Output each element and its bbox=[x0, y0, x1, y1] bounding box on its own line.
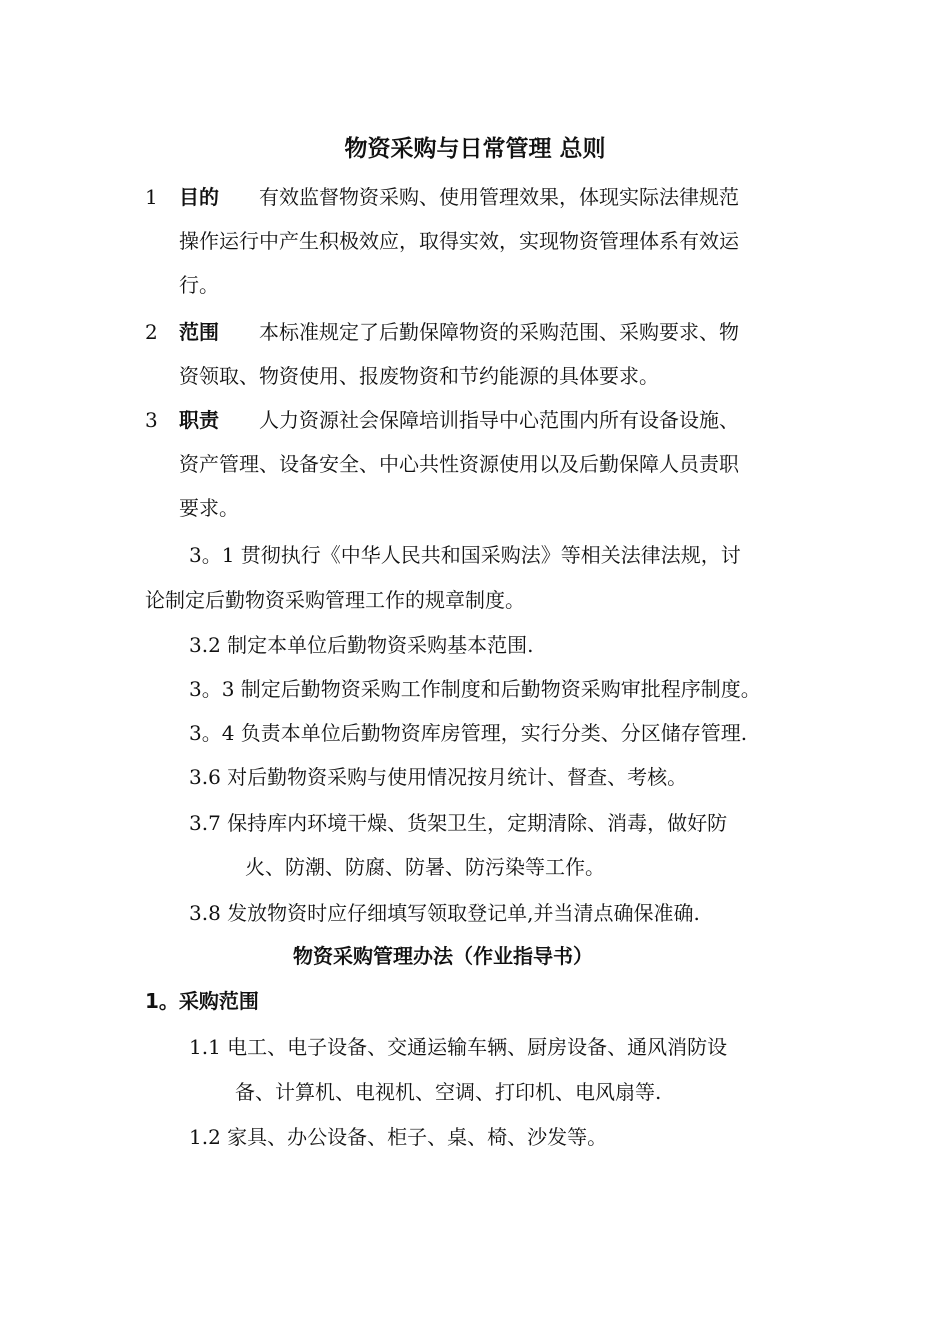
procurement-item-1-1: 1.1 电工、电子设备、交通运输车辆、厨房设备、通风消防设 bbox=[189, 1035, 728, 1059]
section-subtitle: 物资采购管理办法（作业指导书） bbox=[293, 944, 593, 968]
section-1-line-2: 操作运行中产生积极效应，取得实效，实现物资管理体系有效运 bbox=[179, 229, 739, 253]
section-1-line-1 bbox=[145, 183, 739, 211]
section-3-line-2: 资产管理、设备安全、中心共性资源使用以及后勤保障人员责职 bbox=[179, 452, 739, 476]
procurement-heading: 1。采购范围 bbox=[145, 989, 259, 1013]
section-text: 本标准规定了后勤保障物资的采购范围、采购要求、物 bbox=[259, 320, 739, 344]
section-label: 范围 bbox=[179, 320, 219, 344]
section-number: 1 bbox=[145, 185, 158, 209]
duty-3-1: 3。1 贯彻执行《中华人民共和国采购法》等相关法律法规，讨 bbox=[189, 543, 741, 567]
section-2-line-2: 资领取、物资使用、报废物资和节约能源的具体要求。 bbox=[179, 364, 659, 388]
section-label: 职责 bbox=[179, 408, 219, 432]
section-text: 人力资源社会保障培训指导中心范围内所有设备设施、 bbox=[259, 408, 739, 432]
duty-3-6: 3.6 对后勤物资采购与使用情况按月统计、督查、考核。 bbox=[189, 765, 688, 789]
section-3-line-3: 要求。 bbox=[179, 496, 239, 520]
duty-3-3: 3。3 制定后勤物资采购工作制度和后勤物资采购审批程序制度。 bbox=[189, 677, 761, 701]
page-title: 物资采购与日常管理 总则 bbox=[344, 136, 606, 162]
section-text: 有效监督物资采购、使用管理效果，体现实际法律规范 bbox=[259, 185, 739, 209]
duty-3-7: 3.7 保持库内环境干燥、货架卫生，定期清除、消毒，做好防 bbox=[189, 811, 728, 835]
duty-3-1-cont: 论制定后勤物资采购管理工作的规章制度。 bbox=[145, 588, 525, 612]
duty-3-8: 3.8 发放物资时应仔细填写领取登记单,并当清点确保准确. bbox=[189, 901, 700, 925]
duty-3-4: 3。4 负责本单位后勤物资库房管理，实行分类、分区储存管理. bbox=[189, 721, 748, 745]
duty-3-7-cont: 火、防潮、防腐、防暑、防污染等工作。 bbox=[245, 855, 605, 879]
procurement-item-1-1-cont: 备、计算机、电视机、空调、打印机、电风扇等. bbox=[235, 1080, 662, 1104]
section-number: 3 bbox=[145, 408, 158, 432]
section-1-line-3: 行。 bbox=[179, 273, 219, 297]
section-number: 2 bbox=[145, 320, 158, 344]
section-3-line-1 bbox=[145, 406, 739, 434]
section-2-line-1 bbox=[145, 318, 739, 346]
procurement-item-1-2: 1.2 家具、办公设备、柜子、桌、椅、沙发等。 bbox=[189, 1125, 608, 1149]
duty-3-2: 3.2 制定本单位后勤物资采购基本范围. bbox=[189, 633, 534, 657]
section-label: 目的 bbox=[179, 185, 219, 209]
